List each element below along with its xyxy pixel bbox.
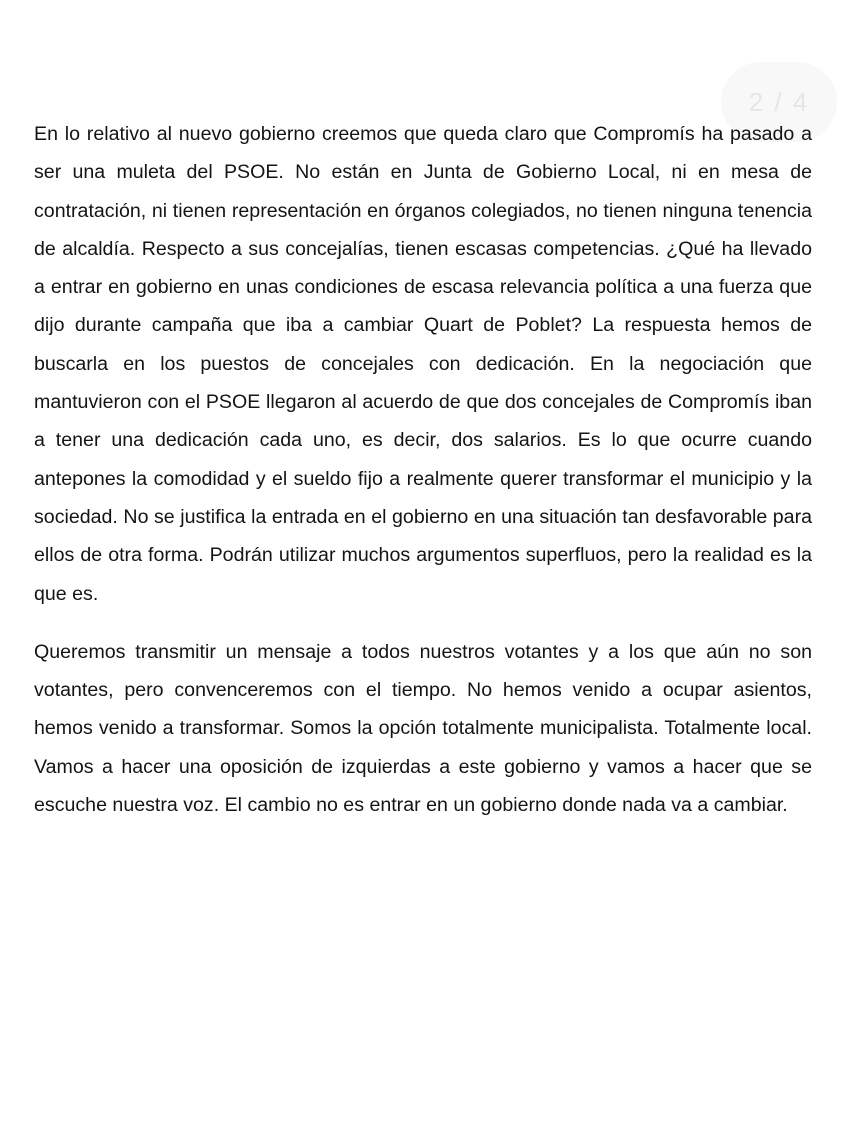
page-indicator: 2 / 4 — [721, 62, 837, 142]
document-body — [34, 115, 812, 824]
paragraph-1: En lo relativo al nuevo gobierno creemos que queda claro que Compromís ha pasado a ser una muleta del PSOE. No están en Junta de Gobierno Local, ni en mesa de contratación, ni tienen representación en órganos colegiados, no tienen ninguna tenencia de alcaldía. Respecto a sus concejalías, tienen escasas competencias. ¿Qué ha llevado a entrar en gobierno en unas condiciones de escasa relevancia política a una fuerza que dijo durante campaña que iba a cambiar Quart de Poblet? La respuesta hemos de buscarla en los puestos de concejales con dedicación. En la negociación que mantuvieron con el PSOE llegaron al acuerdo de que dos concejales de Compromís iban a tener una dedicación cada uno, es decir, dos salarios. Es lo que ocurre cuando antepones la comodidad y el sueldo fijo a realmente querer transformar el municipio y la sociedad. No se justifica la entrada en el gobierno en una situación tan desfavorable para ellos de otra forma. Podrán utilizar muchos argumentos superfluos, pero la realidad es la que es. — [34, 123, 812, 605]
paragraph-2: Queremos transmitir un mensaje a todos nuestros votantes y a los que aún no son votantes, pero convenceremos con el tiempo. No hemos venido a ocupar asientos, hemos venido a transformar. Somos la opción totalmente municipalista. Totalmente local. Vamos a hacer una oposición de izquierdas a este gobierno y vamos a hacer que se escuche nuestra voz. El cambio no es entrar en un gobierno donde nada va a cambiar. — [34, 640, 812, 817]
